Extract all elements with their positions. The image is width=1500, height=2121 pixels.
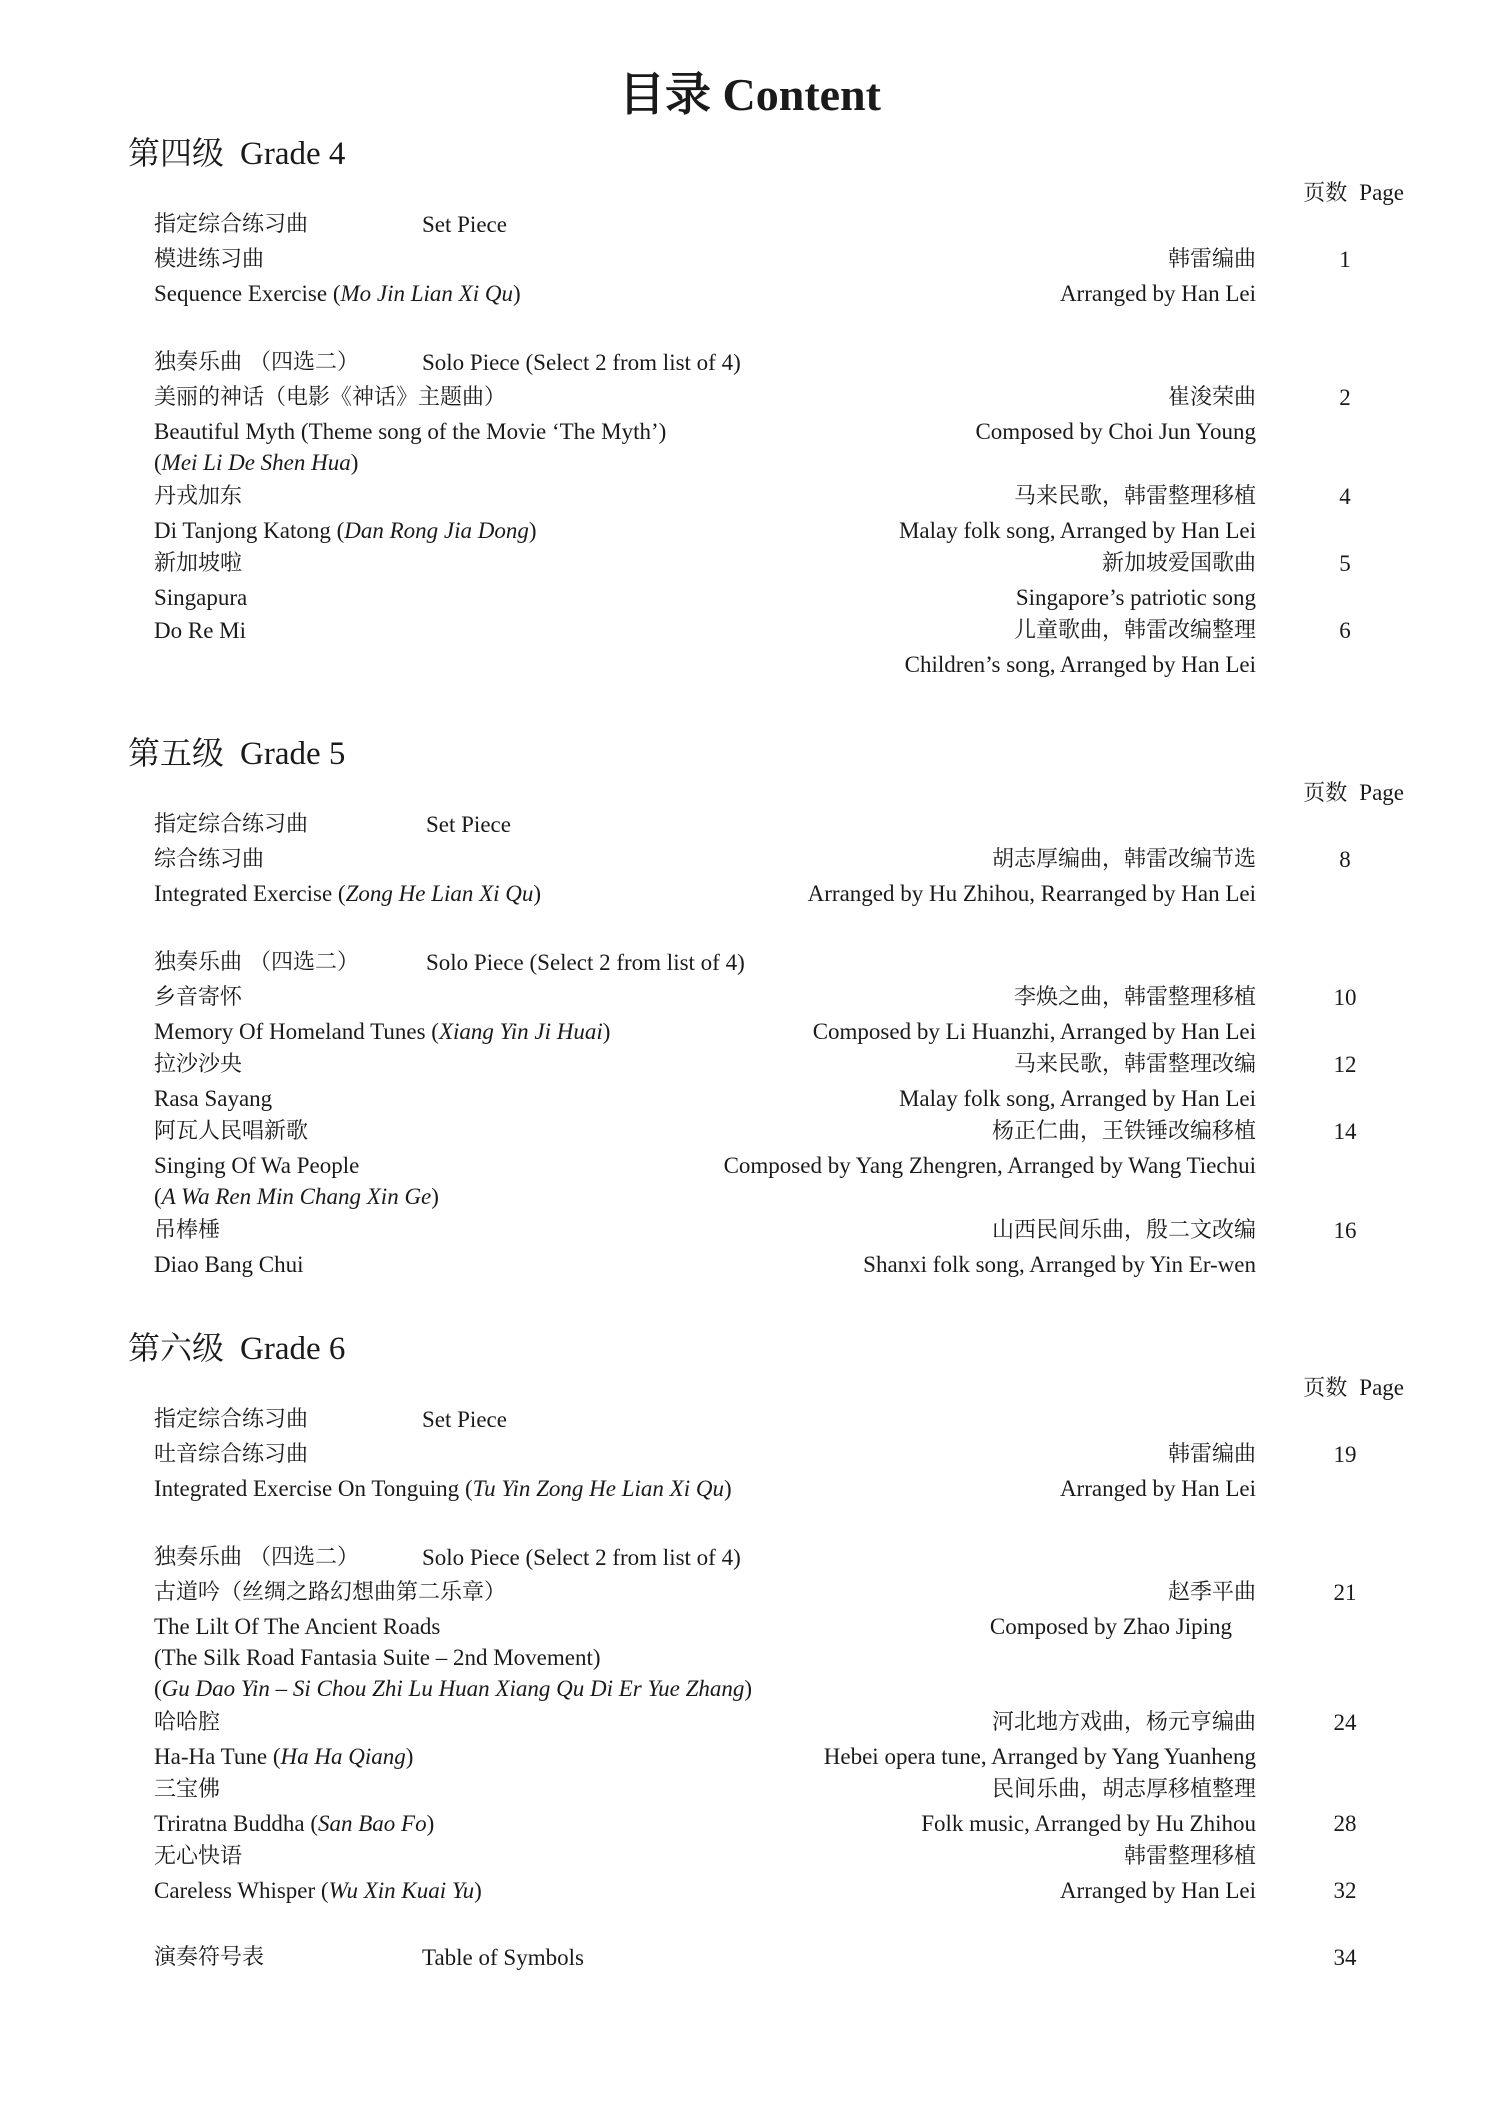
page-number: 14 [1333, 1119, 1357, 1144]
grade-heading-en: Grade 4 [240, 136, 346, 172]
composer-en: Arranged by Han Lei [1059, 1878, 1256, 1903]
solo-label-cn: 独奏乐曲 （四选二） [154, 1545, 359, 1570]
piece-title-en: Diao Bang Chui [154, 1252, 304, 1277]
page-column-label [1303, 1371, 1404, 1402]
grade-heading [128, 128, 345, 174]
piece-title-en: Singing Of Wa People [154, 1153, 360, 1178]
page-label-cn: 页数 [1303, 1376, 1348, 1401]
page-title: 目录 Content [619, 69, 881, 120]
piece-title-en: Integrated Exercise (Zong He Lian Xi Qu) [154, 881, 542, 906]
composer-cn: 赵季平曲 [1167, 1580, 1256, 1605]
solo-label-cn: 独奏乐曲 （四选二） [154, 350, 359, 375]
piece-pinyin: Ha Ha Qiang [280, 1744, 406, 1769]
grade-heading-en: Grade 5 [240, 736, 346, 772]
piece-title-cn: 三宝佛 [154, 1777, 221, 1802]
piece-title-en: The Lilt Of The Ancient Roads [154, 1614, 441, 1639]
composer-cn: 民间乐曲，胡志厚移植整理 [991, 1777, 1256, 1802]
composer-cn: 河北地方戏曲，杨元亨编曲 [991, 1710, 1256, 1735]
composer-en: Malay folk song, Arranged by Han Lei [898, 1086, 1256, 1111]
piece-pinyin: Zong He Lian Xi Qu [345, 881, 534, 906]
composer-cn: 崔浚荣曲 [1167, 385, 1256, 410]
piece-title-cn: 哈哈腔 [154, 1710, 221, 1735]
piece-pinyin-line: (Mei Li De Shen Hua) [154, 450, 359, 475]
composer-en: Malay folk song, Arranged by Han Lei [898, 518, 1256, 543]
piece-pinyin: Gu Dao Yin – Si Chou Zhi Lu Huan Xiang Qu Di Er Yue Zhang [161, 1676, 745, 1701]
composer-en: Composed by Choi Jun Young [975, 419, 1256, 444]
page-number: 6 [1339, 618, 1351, 643]
page-column-label [1303, 176, 1404, 207]
piece-title-en: Careless Whisper (Wu Xin Kuai Yu) [154, 1878, 482, 1903]
page-number: 12 [1333, 1052, 1357, 1077]
page-number: 32 [1333, 1878, 1357, 1903]
composer-en: Arranged by Han Lei [1059, 281, 1256, 306]
composer-en: Composed by Li Huanzhi, Arranged by Han Lei [812, 1019, 1256, 1044]
piece-title-cn: 丹戎加东 [154, 484, 243, 509]
piece-subtitle-en: (The Silk Road Fantasia Suite – 2nd Movement) [154, 1645, 601, 1670]
composer-cn: 胡志厚编曲，韩雷改编节选 [991, 847, 1256, 872]
set-piece-label-en: Set Piece [426, 812, 511, 837]
page-label-cn: 页数 [1303, 781, 1348, 806]
composer-en: Arranged by Hu Zhihou, Rearranged by Han Lei [807, 881, 1256, 906]
page-column-label [1303, 776, 1404, 807]
composer-cn: 山西民间乐曲，殷二文改编 [991, 1218, 1256, 1243]
page-number: 24 [1333, 1710, 1357, 1735]
grade-heading [128, 728, 345, 774]
set-piece-label-cn: 指定综合练习曲 [154, 812, 309, 837]
piece-title-cn: 无心快语 [154, 1844, 243, 1869]
composer-en: Folk music, Arranged by Hu Zhihou [921, 1811, 1256, 1836]
piece-title-cn: 美丽的神话（电影《神话》主题曲） [154, 385, 507, 410]
composer-en: Composed by Yang Zhengren, Arranged by Wang Tiechui [723, 1153, 1256, 1178]
page-number: 10 [1333, 985, 1357, 1010]
page-number: 2 [1339, 385, 1351, 410]
grade-heading-en: Grade 6 [240, 1331, 346, 1367]
piece-pinyin-line: (Gu Dao Yin – Si Chou Zhi Lu Huan Xiang Qu Di Er Yue Zhang) [154, 1676, 753, 1701]
piece-title-cn: 吐音综合练习曲 [154, 1442, 309, 1467]
page-number: 8 [1339, 847, 1351, 872]
grade-heading [128, 1323, 345, 1369]
piece-pinyin: Xiang Yin Ji Huai [438, 1019, 603, 1044]
piece-title-cn: 综合练习曲 [154, 847, 265, 872]
composer-en: Arranged by Han Lei [1059, 1476, 1256, 1501]
composer-en: Hebei opera tune, Arranged by Yang Yuanheng [823, 1744, 1256, 1769]
page-label-cn: 页数 [1303, 181, 1348, 206]
composer-cn: 韩雷编曲 [1167, 247, 1256, 272]
set-piece-label-cn: 指定综合练习曲 [154, 1407, 309, 1432]
piece-pinyin: San Bao Fo [317, 1811, 427, 1836]
solo-label-en: Solo Piece (Select 2 from list of 4) [422, 350, 741, 375]
composer-cn: 李焕之曲，韩雷整理移植 [1013, 985, 1256, 1010]
piece-pinyin: A Wa Ren Min Chang Xin Ge [161, 1184, 432, 1209]
composer-cn: 新加坡爱国歌曲 [1101, 551, 1256, 576]
piece-title-en: Triratna Buddha (San Bao Fo) [154, 1811, 435, 1836]
composer-cn: 韩雷整理移植 [1123, 1844, 1256, 1869]
composer-en: Shanxi folk song, Arranged by Yin Er-wen [863, 1252, 1256, 1277]
piece-title-cn: 新加坡啦 [154, 551, 243, 576]
grade-heading-cn: 第四级 [128, 134, 225, 172]
piece-title-en: Sequence Exercise (Mo Jin Lian Xi Qu) [154, 281, 521, 306]
page-label-en: Page [1359, 780, 1404, 805]
solo-label-en: Solo Piece (Select 2 from list of 4) [426, 950, 745, 975]
solo-label-en: Solo Piece (Select 2 from list of 4) [422, 1545, 741, 1570]
set-piece-label-en: Set Piece [422, 212, 507, 237]
piece-title-en: Di Tanjong Katong (Dan Rong Jia Dong) [154, 518, 537, 543]
page-number: 16 [1333, 1218, 1357, 1243]
piece-pinyin: Mei Li De Shen Hua [161, 450, 351, 475]
composer-en: Composed by Zhao Jiping [989, 1614, 1232, 1639]
piece-title-cn: 古道吟（丝绸之路幻想曲第二乐章） [154, 1580, 507, 1605]
piece-title-cn: 拉沙沙央 [154, 1052, 243, 1077]
page-label-en: Page [1359, 1375, 1404, 1400]
piece-pinyin: Dan Rong Jia Dong [344, 518, 529, 543]
composer-cn: 儿童歌曲，韩雷改编整理 [1013, 618, 1256, 643]
composer-cn: 韩雷编曲 [1167, 1442, 1256, 1467]
piece-pinyin: Tu Yin Zong He Lian Xi Qu [472, 1476, 724, 1501]
set-piece-label-cn: 指定综合练习曲 [154, 212, 309, 237]
composer-cn: 马来民歌，韩雷整理移植 [1013, 484, 1256, 509]
page-number: 1 [1339, 247, 1351, 272]
composer-en: Singapore’s patriotic song [1015, 585, 1256, 610]
piece-title-en: Rasa Sayang [154, 1086, 273, 1111]
symbols-title-cn: 演奏符号表 [154, 1945, 265, 1970]
page-number: 34 [1333, 1945, 1357, 1970]
piece-title-en: Beautiful Myth (Theme song of the Movie ‘The Myth’) [154, 419, 667, 444]
piece-title-cn: 乡音寄怀 [154, 985, 243, 1010]
grade-heading-cn: 第六级 [128, 1329, 225, 1367]
set-piece-label-en: Set Piece [422, 1407, 507, 1432]
piece-pinyin-line: (A Wa Ren Min Chang Xin Ge) [154, 1184, 439, 1209]
page-label-en: Page [1359, 180, 1404, 205]
page-number: 28 [1333, 1811, 1357, 1836]
composer-en: Children’s song, Arranged by Han Lei [904, 652, 1256, 677]
symbols-title-en: Table of Symbols [422, 1945, 584, 1970]
page-number: 5 [1339, 551, 1351, 576]
piece-title-cn: 模进练习曲 [154, 247, 265, 272]
page-number: 4 [1339, 484, 1351, 509]
composer-cn: 杨正仁曲，王铁锤改编移植 [991, 1119, 1256, 1144]
piece-title-en: Ha-Ha Tune (Ha Ha Qiang) [154, 1744, 414, 1769]
piece-pinyin: Wu Xin Kuai Yu [328, 1878, 475, 1903]
grade-heading-cn: 第五级 [128, 734, 225, 772]
composer-cn: 马来民歌，韩雷整理改编 [1013, 1052, 1256, 1077]
page-number: 19 [1333, 1442, 1357, 1467]
piece-title-en: Singapura [154, 585, 248, 610]
piece-pinyin: Mo Jin Lian Xi Qu [340, 281, 513, 306]
piece-title-cn: 阿瓦人民唱新歌 [154, 1119, 309, 1144]
solo-label-cn: 独奏乐曲 （四选二） [154, 950, 359, 975]
piece-title-en: Integrated Exercise On Tonguing (Tu Yin Zong He Lian Xi Qu) [154, 1476, 732, 1501]
piece-title-cn: 吊棒棰 [154, 1218, 221, 1243]
piece-title-en: Memory Of Homeland Tunes (Xiang Yin Ji Huai) [154, 1019, 611, 1044]
piece-title: Do Re Mi [154, 618, 246, 643]
page-number: 21 [1333, 1580, 1357, 1605]
